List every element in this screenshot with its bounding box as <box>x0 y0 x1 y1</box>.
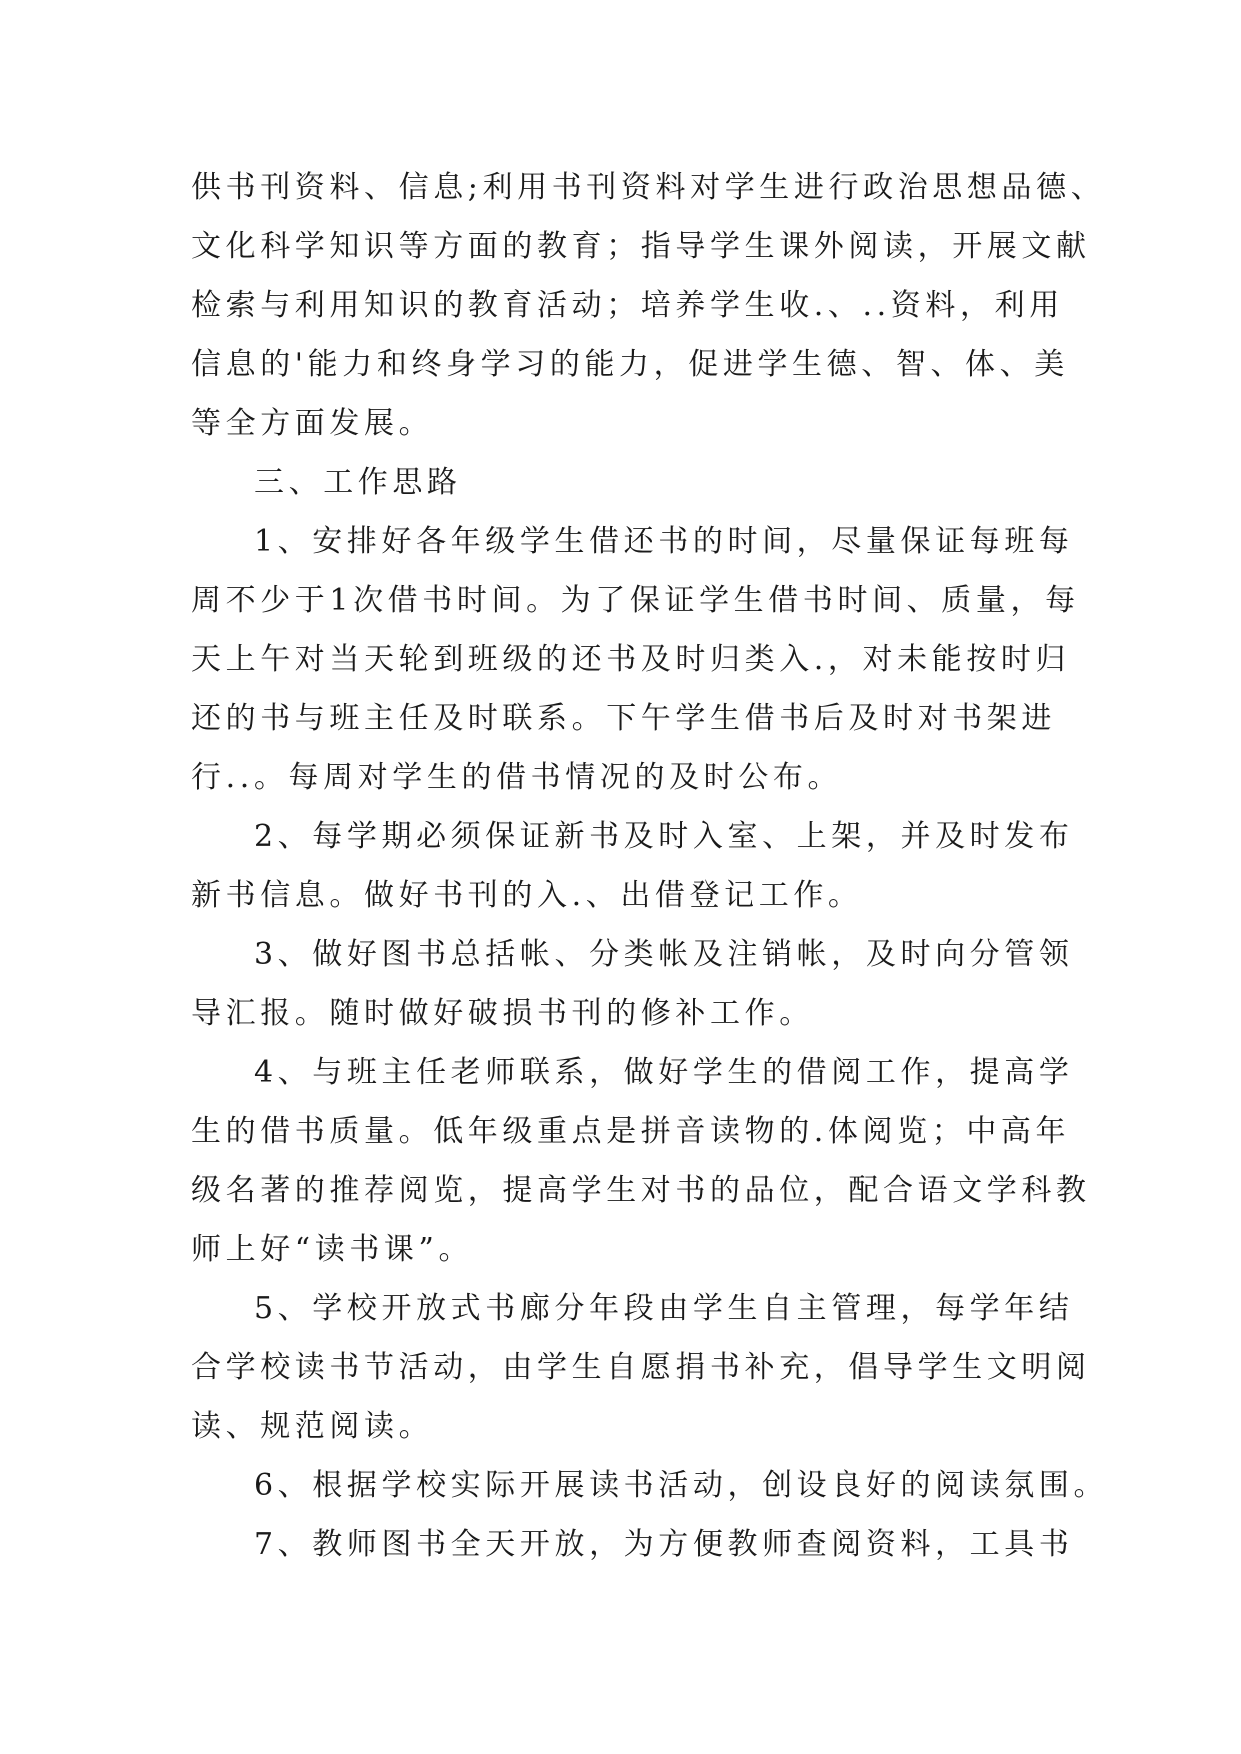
text-line: 行..。每周对学生的借书情况的及时公布。 <box>191 760 843 795</box>
text-line: 天上午对当天轮到班级的还书及时归类入.，对未能按时归 <box>191 642 1071 677</box>
text-line: 导汇报。随时做好破损书刊的修补工作。 <box>191 996 814 1031</box>
text-line: 还的书与班主任及时联系。下午学生借书后及时对书架进 <box>191 701 1056 736</box>
text-line: 2、每学期必须保证新书及时入室、上架，并及时发布 <box>254 819 1074 854</box>
text-line: 检索与利用知识的教育活动；培养学生收.、..资料，利用 <box>191 288 1064 323</box>
text-line: 3、做好图书总括帐、分类帐及注销帐，及时向分管领 <box>254 937 1074 972</box>
text-line: 新书信息。做好书刊的入.、出借登记工作。 <box>191 878 863 913</box>
text-line: 周不少于1次借书时间。为了保证学生借书时间、质量，每 <box>191 583 1080 618</box>
text-line: 7、教师图书全天开放，为方便教师查阅资料，工具书 <box>254 1527 1074 1562</box>
text-line: 等全方面发展。 <box>191 406 434 441</box>
text-line: 4、与班主任老师联系，做好学生的借阅工作，提高学 <box>254 1055 1074 1090</box>
text-line: 文化科学知识等方面的教育；指导学生课外阅读，开展文献 <box>191 229 1091 264</box>
text-line: 合学校读书节活动，由学生自愿捐书补充，倡导学生文明阅 <box>191 1350 1091 1385</box>
text-line: 供书刊资料、信息;利用书刊资料对学生进行政治思想品德、 <box>191 170 1106 205</box>
text-line: 5、学校开放式书廊分年段由学生自主管理，每学年结 <box>254 1291 1074 1326</box>
text-line: 生的借书质量。低年级重点是拼音读物的.体阅览；中高年 <box>191 1114 1071 1149</box>
text-line: 6、根据学校实际开展读书活动，创设良好的阅读氛围。 <box>254 1468 1109 1503</box>
document-body <box>191 158 1109 1574</box>
text-line: 信息的'能力和终身学习的能力，促进学生德、智、体、美 <box>191 347 1069 382</box>
text-line: 级名著的推荐阅览，提高学生对书的品位，配合语文学科教 <box>191 1173 1091 1208</box>
text-line: 读、规范阅读。 <box>191 1409 434 1444</box>
text-line: 1、安排好各年级学生借还书的时间，尽量保证每班每 <box>254 524 1074 559</box>
text-line: 师上好“读书课”。 <box>191 1232 474 1267</box>
text-line: 三、工作思路 <box>254 465 462 500</box>
